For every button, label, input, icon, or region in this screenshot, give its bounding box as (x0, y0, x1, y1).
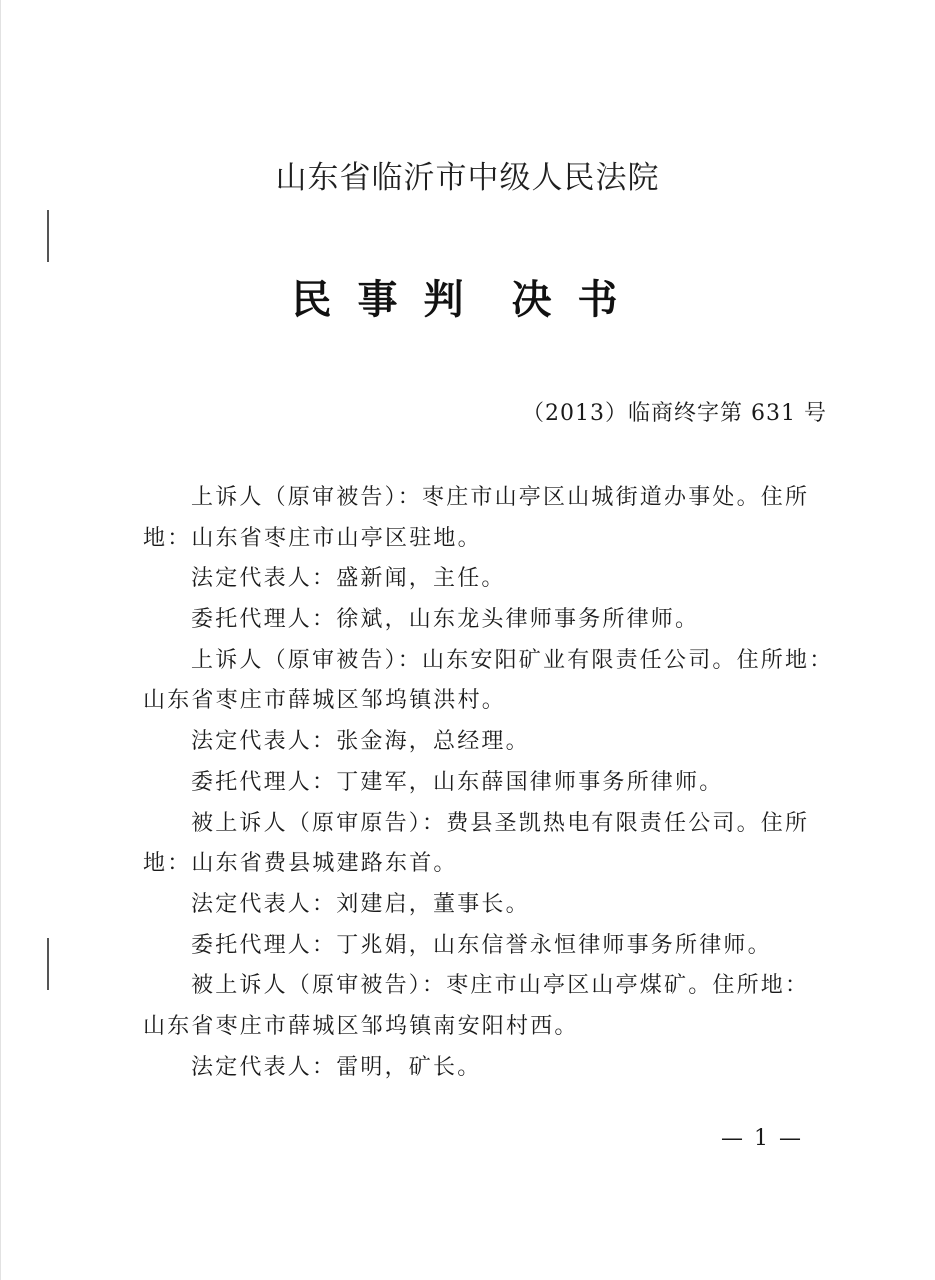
text-line: 上诉人（原审被告）：枣庄市山亭区山城街道办事处。住所 (191, 485, 810, 510)
text-line: 委托代理人：丁建军，山东薛国律师事务所律师。 (191, 769, 724, 795)
text-line: 法定代表人：刘建启，董事长。 (191, 891, 530, 917)
party-list (143, 478, 834, 1088)
text-line: 山东省枣庄市薛城区邹坞镇洪村。 (143, 688, 507, 714)
text-line: 法定代表人：张金海，总经理。 (191, 729, 530, 755)
text-line: 被上诉人（原审被告）：枣庄市山亭区山亭煤矿。住所地： (191, 973, 810, 999)
court-name: 山东省临沂市中级人民法院 (275, 160, 660, 196)
case-number: （2013）临商终字第 631 号 (522, 401, 827, 426)
page-number: — 1 — (721, 1126, 803, 1151)
title-char: 决 (511, 276, 578, 323)
binding-mark-bottom (47, 938, 49, 990)
title-char: 民 (291, 276, 358, 323)
text-line: 委托代理人：徐斌，山东龙头律师事务所律师。 (191, 607, 700, 633)
title-char: 事 (357, 276, 424, 323)
document-title (0, 268, 935, 325)
text-line: 委托代理人：丁兆娟，山东信誉永恒律师事务所律师。 (191, 932, 772, 958)
text-line: 地：山东省枣庄市山亭区驻地。 (143, 525, 482, 551)
text-line: 法定代表人：雷明，矿长。 (191, 1054, 482, 1080)
text-line: 地：山东省费县城建路东首。 (143, 851, 458, 877)
title-char: 书 (577, 276, 644, 323)
text-line: 上诉人（原审被告）：山东安阳矿业有限责任公司。住所地： (191, 647, 834, 673)
text-line: 法定代表人：盛新闻，主任。 (191, 566, 506, 592)
text-line: 山东省枣庄市薛城区邹坞镇南安阳村西。 (143, 1013, 579, 1039)
text-line: 被上诉人（原审原告）：费县圣凯热电有限责任公司。住所 (191, 810, 810, 836)
binding-mark-top (47, 210, 49, 262)
title-char: 判 (423, 276, 490, 323)
